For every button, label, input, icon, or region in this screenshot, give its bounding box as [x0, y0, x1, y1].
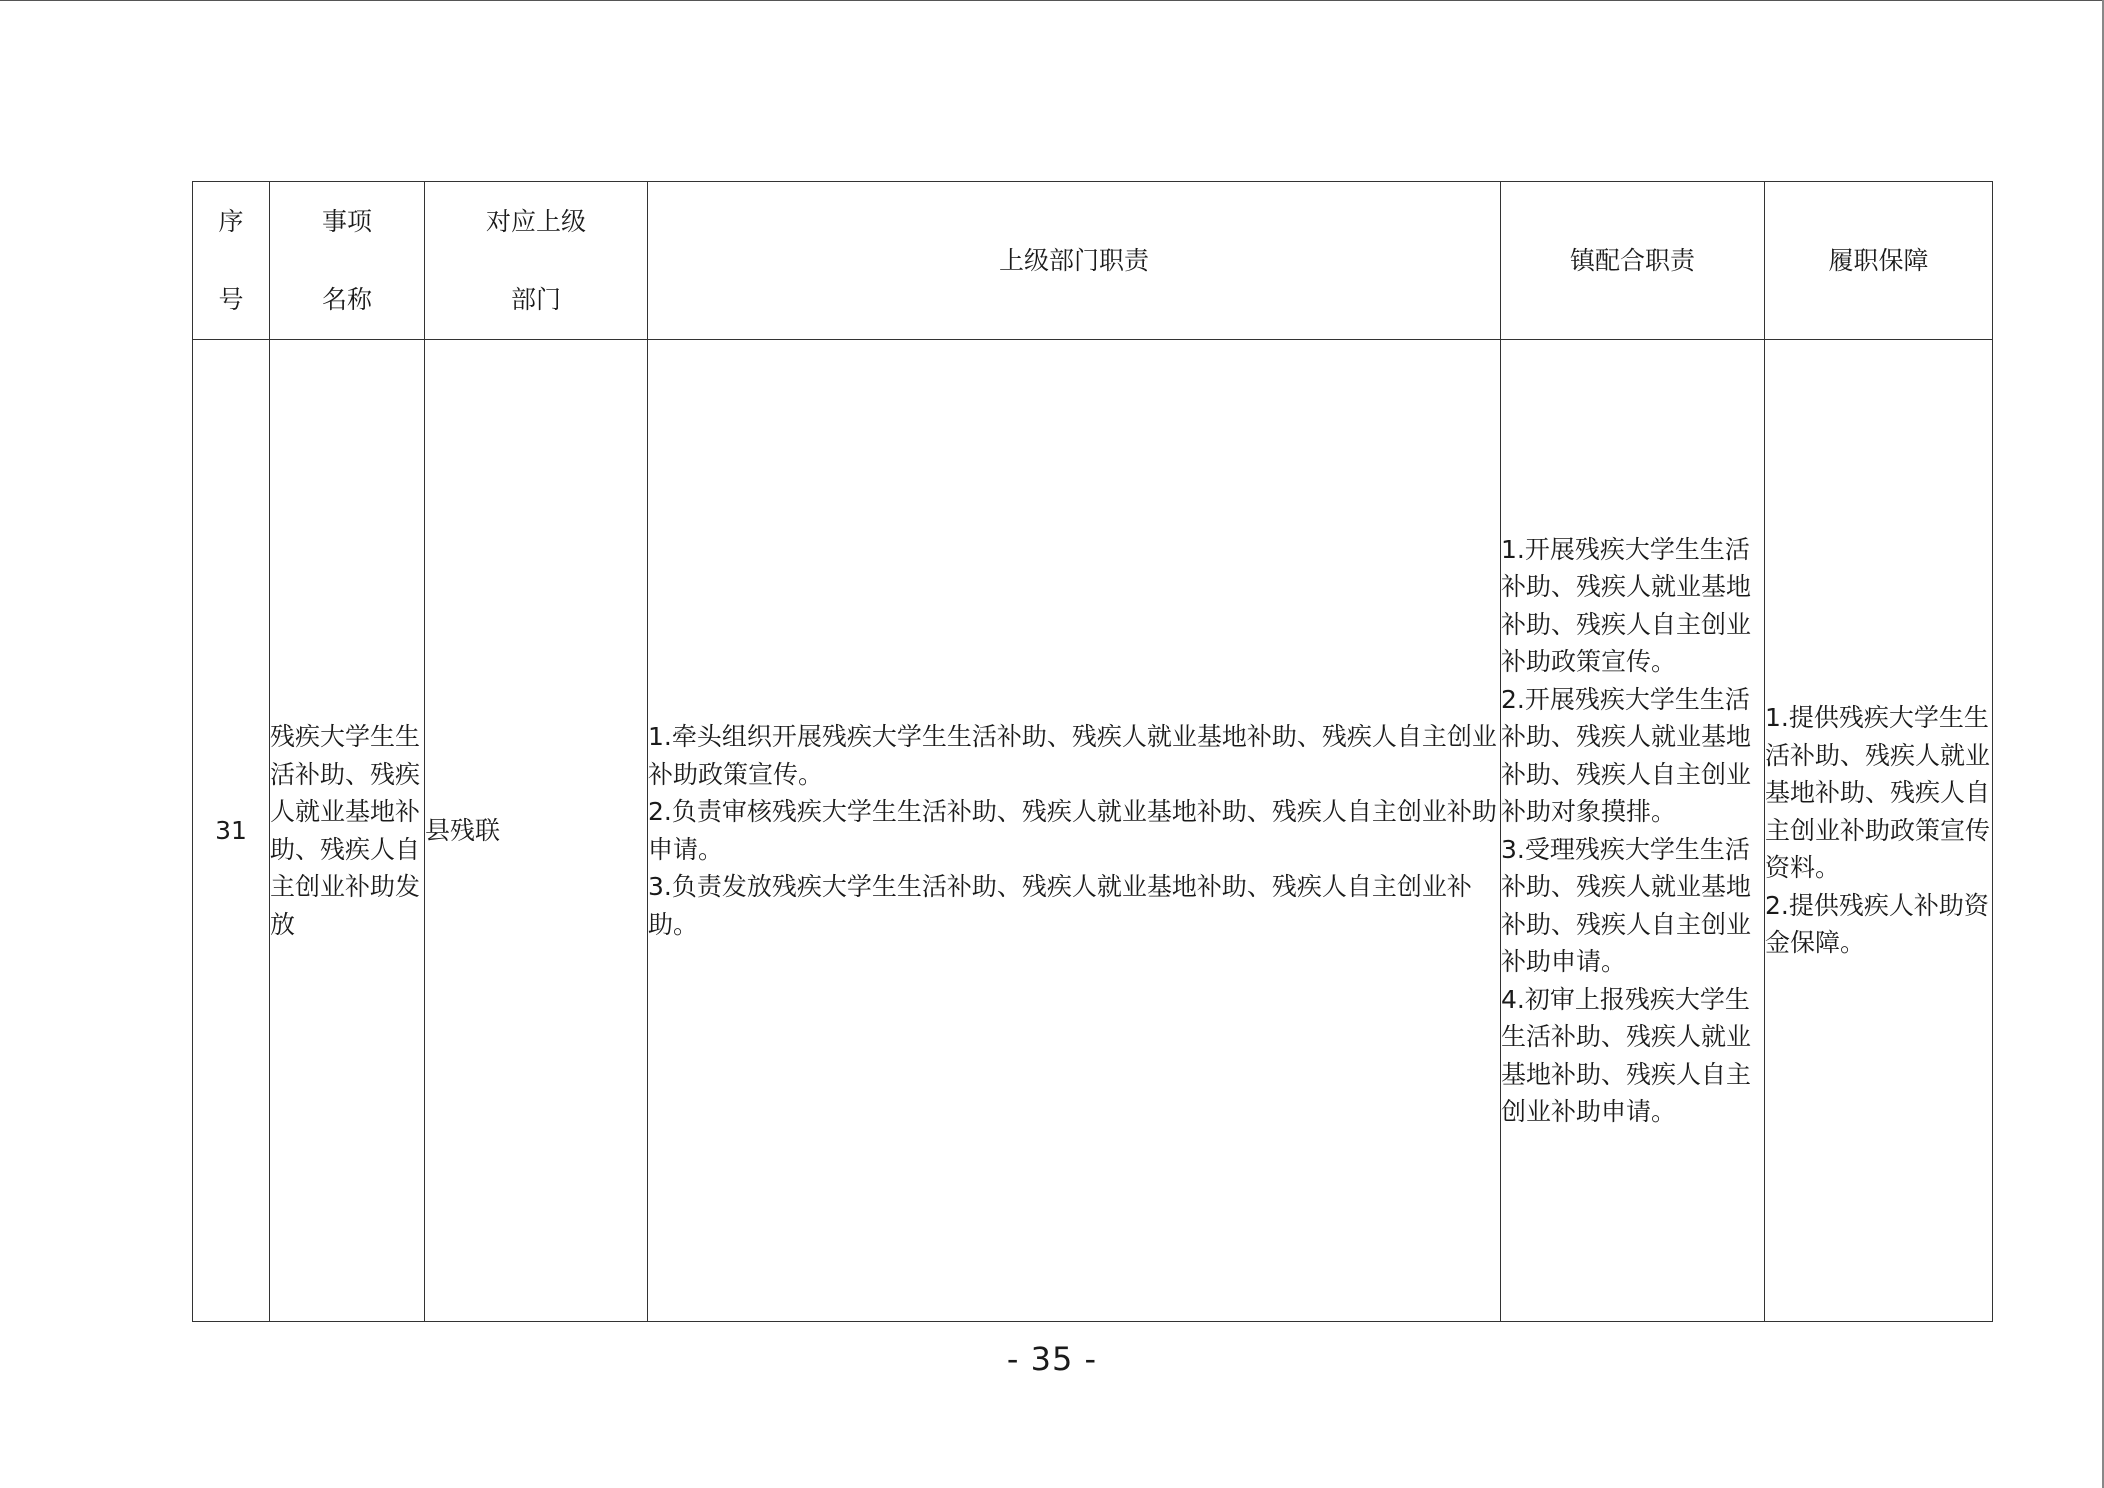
table-row [193, 340, 1993, 1322]
upper-duty-item-2: 2.负责审核残疾大学生生活补助、残疾人就业基地补助、残疾人自主创业补助申请。 [648, 797, 1497, 864]
guarantee-item-1: 1.提供残疾大学生生活补助、残疾人就业基地补助、残疾人自主创业补助政策宣传资料。 [1765, 703, 1991, 883]
upper-duty-item-3: 3.负责发放残疾大学生生活补助、残疾人就业基地补助、残疾人自主创业补助。 [648, 872, 1472, 939]
cell-upper-duty [648, 340, 1501, 1322]
header-seq [193, 182, 270, 340]
header-upper-dept-line2: 部门 [510, 284, 561, 314]
upper-duty-item-1: 1.牵头组织开展残疾大学生生活补助、残疾人就业基地补助、残疾人自主创业补助政策宣传。 [648, 722, 1497, 789]
cell-guarantee [1765, 340, 1993, 1322]
header-upper-dept [425, 182, 648, 340]
town-duty-item-1: 1.开展残疾大学生生活补助、残疾人就业基地补助、残疾人自主创业补助政策宣传。 [1501, 534, 1752, 676]
top-border-line [0, 0, 2104, 1]
duty-table [192, 181, 1993, 1322]
header-item-name-line2: 名称 [321, 284, 372, 314]
header-upper-duty: 上级部门职责 [648, 182, 1501, 340]
cell-seq: 31 [193, 340, 270, 1322]
header-town-duty: 镇配合职责 [1501, 182, 1765, 340]
town-duty-item-4: 4.初审上报残疾大学生生活补助、残疾人就业基地补助、残疾人自主创业补助申请。 [1501, 984, 1752, 1126]
header-guarantee: 履职保障 [1765, 182, 1993, 340]
header-item-name-line1: 事项 [321, 206, 372, 236]
table-header-row [193, 182, 1993, 340]
page-number: - 35 - [1006, 1340, 1098, 1378]
header-item-name [270, 182, 425, 340]
header-upper-dept-line1: 对应上级 [485, 206, 586, 236]
guarantee-item-2: 2.提供残疾人补助资金保障。 [1765, 890, 1989, 958]
header-seq-line1: 序 [218, 206, 244, 236]
cell-upper-dept: 县残联 [425, 340, 648, 1322]
cell-item-name: 残疾大学生生活补助、残疾人就业基地补助、残疾人自主创业补助发放 [270, 340, 425, 1322]
cell-town-duty [1501, 340, 1765, 1322]
town-duty-item-2: 2.开展残疾大学生生活补助、残疾人就业基地补助、残疾人自主创业补助对象摸排。 [1501, 684, 1752, 826]
header-seq-line2: 号 [218, 284, 244, 314]
town-duty-item-3: 3.受理残疾大学生生活补助、残疾人就业基地补助、残疾人自主创业补助申请。 [1501, 834, 1752, 976]
